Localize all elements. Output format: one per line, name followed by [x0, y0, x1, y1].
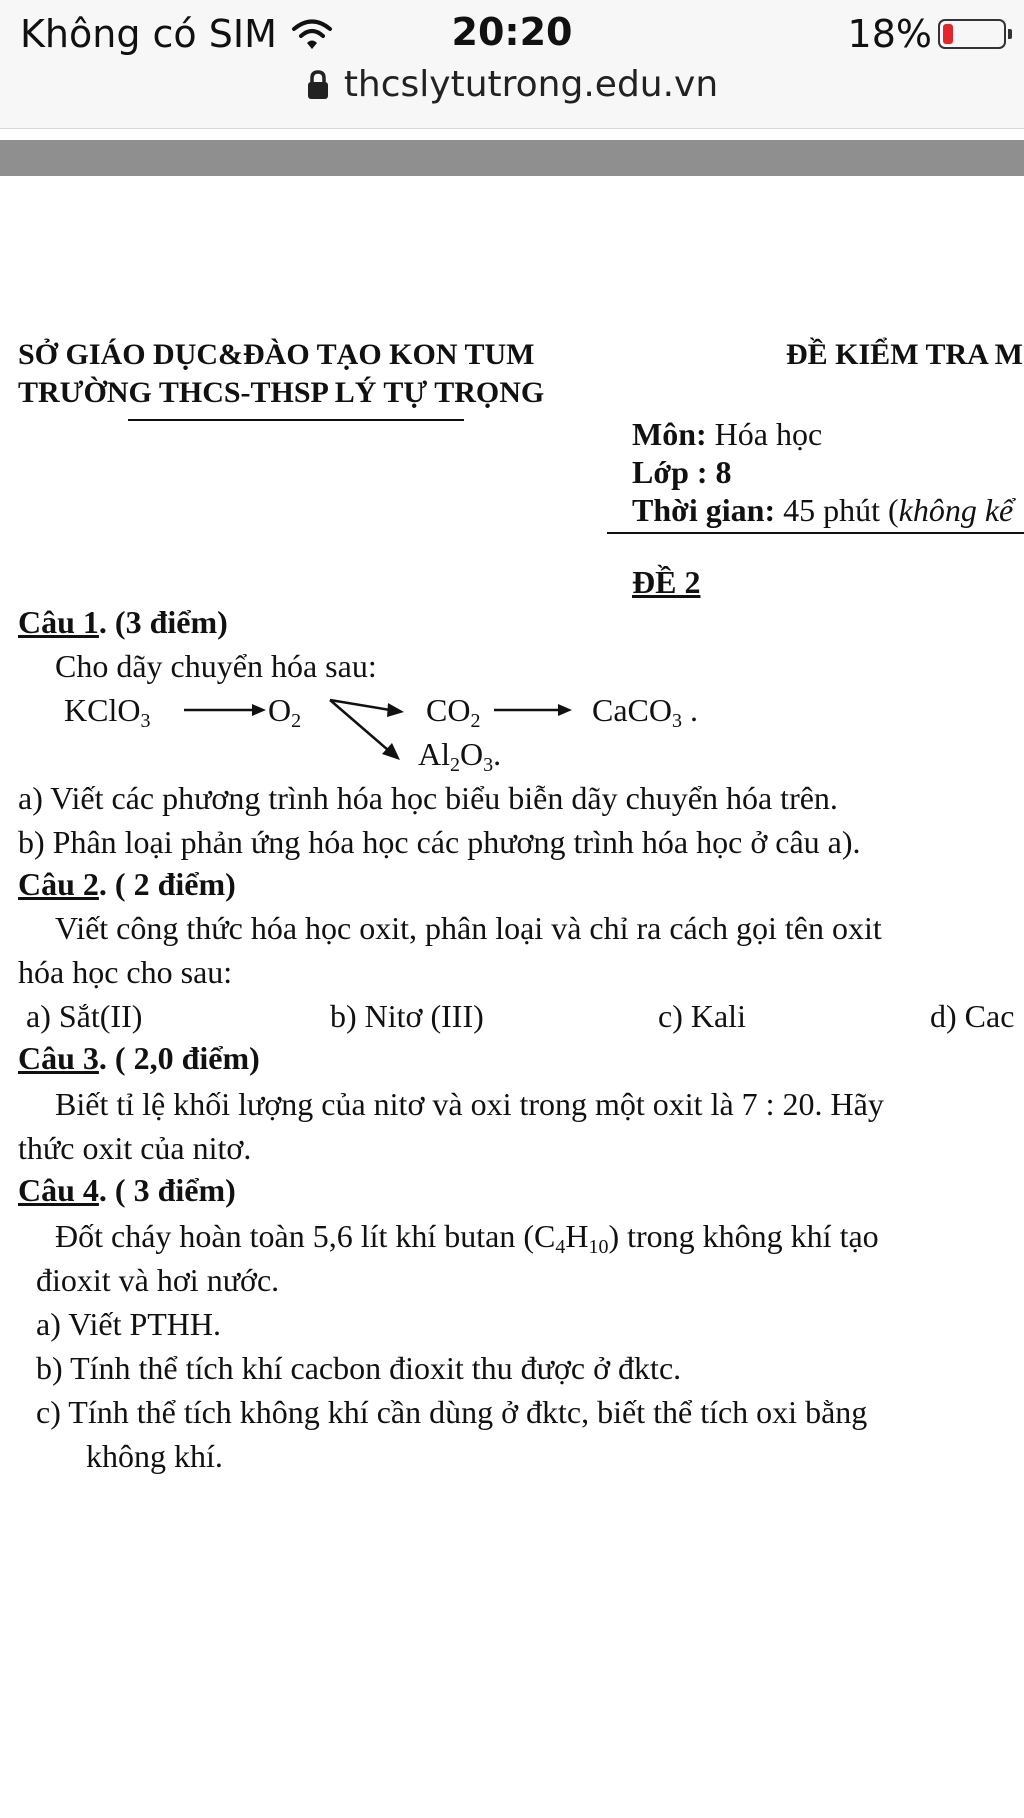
q2-heading: [18, 868, 236, 900]
q2-line2: hóa học cho sau:: [18, 954, 233, 990]
time-value: 45 phút (: [783, 492, 899, 528]
q2-title: Câu 2: [18, 866, 99, 902]
q2-option-c: c) Kali: [658, 998, 746, 1034]
q3-line2: thức oxit của nitơ.: [18, 1130, 252, 1166]
q2-option-a: a) Sắt(II): [26, 998, 143, 1034]
q4-part-a: a) Viết PTHH.: [36, 1306, 222, 1342]
subject-label: Môn:: [632, 416, 707, 452]
q4-points: . ( 3 điểm): [98, 1172, 236, 1208]
time-line: [632, 494, 1013, 526]
q4-heading: [18, 1174, 236, 1206]
page-url: thcslytutrong.edu.vn: [343, 64, 719, 105]
arrow-kclo3-o2: [184, 700, 266, 720]
q1-part-a: a) Viết các phương trình hóa học biểu biễn dãy chuyển hóa trên.: [18, 780, 838, 816]
carrier-label: Không có SIM: [20, 12, 277, 56]
q3-heading: [18, 1042, 260, 1074]
q1-heading: [18, 606, 228, 638]
chem-al2o3: $Al_2O_3$.: [418, 736, 502, 776]
time-note: không kể: [898, 492, 1014, 528]
header-department: SỞ GIÁO DỤC&ĐÀO TẠO KON TUM: [18, 338, 535, 371]
header-underline: [128, 419, 464, 421]
chem-co2: $CO_2$: [426, 692, 481, 732]
subject-value: Hóa học: [714, 416, 823, 452]
q2-option-b: b) Nitơ (III): [330, 998, 484, 1034]
clock: 20:20: [451, 10, 573, 54]
q2-option-d: d) Cac: [930, 998, 1015, 1034]
q1-part-b: b) Phân loại phản ứng hóa học các phương trình hóa học ở câu a).: [18, 824, 861, 860]
q4-part-b: b) Tính thể tích khí cacbon đioxit thu được ở đktc.: [36, 1350, 682, 1386]
chem-kclo3: KClO$_3$: [64, 692, 151, 732]
time-label: Thời gian:: [632, 492, 776, 528]
exam-code: ĐỀ 2: [632, 564, 701, 600]
arrow-co2-caco3: [494, 700, 572, 720]
q2-points: . ( 2 điểm): [98, 866, 236, 902]
subject-line: [632, 418, 822, 450]
q1-points: . (3 điểm): [98, 604, 228, 640]
chem-caco3: CaCO$_3$ .: [592, 692, 698, 732]
info-rule: [607, 532, 1024, 534]
q1-intro: Cho dãy chuyển hóa sau:: [55, 648, 377, 684]
q3-line1: Biết tỉ lệ khối lượng của nitơ và oxi trong một oxit là 7 : 20. Hãy: [55, 1086, 884, 1122]
q4-line1: Đốt cháy hoàn toàn 5,6 lít khí butan $(C_4H_{10})$ trong không khí tạo: [55, 1218, 879, 1258]
q3-title: Câu 3: [18, 1040, 99, 1076]
q4-part-c: c) Tính thể tích không khí cần dùng ở đktc, biết thể tích oxi bằng: [36, 1394, 868, 1430]
grade-line: Lớp : 8: [632, 454, 732, 490]
q1-title: Câu 1: [18, 604, 99, 640]
arrow-o2-branch: [328, 698, 404, 764]
q4-title: Câu 4: [18, 1172, 99, 1208]
q4-part-c-cont: không khí.: [86, 1438, 223, 1474]
battery-percent: 18%: [847, 12, 932, 56]
header-school: TRƯỜNG THCS-THSP LÝ TỰ TRỌNG: [18, 376, 545, 409]
exam-title: ĐỀ KIỂM TRA M: [786, 338, 1023, 371]
q2-line1: Viết công thức hóa học oxit, phân loại và chỉ ra cách gọi tên oxit: [55, 910, 882, 946]
chem-o2: $O_2$: [268, 692, 302, 732]
q4-line2: đioxit và hơi nước.: [36, 1262, 280, 1298]
q3-points: . ( 2,0 điểm): [98, 1040, 260, 1076]
